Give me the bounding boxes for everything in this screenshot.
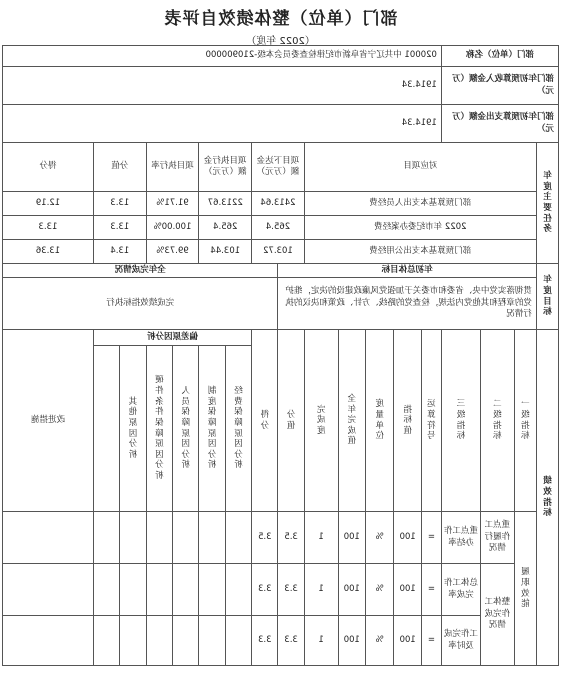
task-item: 部门预算基本支出人员经费 xyxy=(304,192,536,216)
target-value: 100 xyxy=(394,564,421,616)
rate-value: 1 xyxy=(304,616,338,666)
expense-value: 1914.34 xyxy=(3,105,442,143)
task-weight-header: 分值 xyxy=(93,143,146,192)
rate-value: 1 xyxy=(304,512,338,564)
task-weight: 13.4 xyxy=(93,240,146,264)
goal-planned-text: 贯彻落实党中央、省委和市委关于加强党风廉政建设的决定，维护党的章程和其他党内法规，检查党的路线、方针、政策和决议的执行情况 xyxy=(278,278,536,330)
rate-value: 1 xyxy=(304,564,338,616)
task-exec-amount: 265.4 xyxy=(199,216,252,240)
level3-value: 总体工作完成率 xyxy=(441,564,480,616)
expense-row xyxy=(3,105,559,143)
task-score-header: 得分 xyxy=(3,143,94,192)
income-label: 部门年初预算收入金额（万元） xyxy=(441,67,558,105)
income-row xyxy=(3,67,559,105)
indicator-header-row xyxy=(3,330,559,346)
goal-content-row xyxy=(3,278,559,330)
level1-header: 一级指标 xyxy=(514,330,536,512)
level2-header: 二级指标 xyxy=(480,330,514,512)
task-row xyxy=(3,240,559,264)
score-value: 3.3 xyxy=(252,616,278,666)
page-title: 部门（单位）整体绩效自评表 xyxy=(163,9,398,29)
level1-value: 履职效能 xyxy=(514,512,536,666)
operator-value: = xyxy=(421,564,441,616)
task-exec-amount: 2213.67 xyxy=(199,192,252,216)
task-budget: 2413.64 xyxy=(252,192,305,216)
deviation-header: 偏差原因分析 xyxy=(93,330,251,346)
unit-value: % xyxy=(366,616,394,666)
level2-value: 重点工作履行情况 xyxy=(480,512,514,564)
target-header: 指标值 xyxy=(394,330,421,512)
goal-planned-header: 年初总体目标 xyxy=(278,264,536,278)
task-exec-amount-header: 项目执行金额（万元） xyxy=(199,143,252,192)
task-score: 12.19 xyxy=(3,192,94,216)
indicator-row xyxy=(3,616,559,666)
task-score: 13.3 xyxy=(3,216,94,240)
target-value: 100 xyxy=(394,616,421,666)
unit-label: 部门（单位）名称 xyxy=(441,46,558,67)
task-header-row xyxy=(3,143,559,192)
task-exec-rate: 99.73% xyxy=(146,240,199,264)
operator-value: = xyxy=(421,616,441,666)
task-item: 部门预算基本支出公用经费 xyxy=(304,240,536,264)
goal-actual-text: 完成绩效指标执行 xyxy=(3,278,278,330)
goal-actual-header: 全年完成情况 xyxy=(3,264,278,278)
indicator-row xyxy=(3,564,559,616)
unit-value: % xyxy=(366,564,394,616)
evaluation-table xyxy=(2,45,559,666)
task-budget: 265.4 xyxy=(252,216,305,240)
indicator-row xyxy=(3,512,559,564)
weight-value: 3.3 xyxy=(278,616,304,666)
weight-header: 分值 xyxy=(278,330,304,512)
level3-value: 工作完成及时率 xyxy=(441,616,480,666)
reason-empty-header xyxy=(93,346,119,512)
task-exec-rate-header: 项目执行率 xyxy=(146,143,199,192)
level3-header: 三级指标 xyxy=(441,330,480,512)
indicators-section-label: 绩效指标 xyxy=(536,330,558,666)
task-weight: 13.3 xyxy=(93,216,146,240)
expense-label: 部门年初预算支出金额（万元） xyxy=(441,105,558,143)
task-budget: 103.72 xyxy=(252,240,305,264)
actual-value: 100 xyxy=(338,512,365,564)
unit-value: % xyxy=(366,512,394,564)
goals-section-label: 年度目标 xyxy=(536,264,558,330)
reason-hardware-header: 硬件条件保障原因分析 xyxy=(146,346,172,512)
task-row xyxy=(3,216,559,240)
actual-header: 全年完成值 xyxy=(338,330,365,512)
goal-header-row xyxy=(3,264,559,278)
income-value: 1914.34 xyxy=(3,67,442,105)
score-header: 得分 xyxy=(252,330,278,512)
improvement-header: 改进措施 xyxy=(3,330,94,512)
task-row xyxy=(3,192,559,216)
level3-value: 重点工作办结率 xyxy=(441,512,480,564)
tasks-section-label: 年度主要任务 xyxy=(536,143,558,264)
actual-value: 100 xyxy=(338,616,365,666)
task-exec-rate: 100.00% xyxy=(146,216,199,240)
reason-system-header: 制度保障原因分析 xyxy=(199,346,225,512)
task-weight: 13.3 xyxy=(93,192,146,216)
target-value: 100 xyxy=(394,512,421,564)
reason-funds-header: 经费保障原因分析 xyxy=(225,346,251,512)
operator-header: 运算符号 xyxy=(421,330,441,512)
actual-value: 100 xyxy=(338,564,365,616)
task-item: 2022 年市纪委办案经费 xyxy=(304,216,536,240)
page-year: （2022 年度） xyxy=(246,36,315,47)
rate-header: 完成度 xyxy=(304,330,338,512)
unit-row xyxy=(3,46,559,67)
level2-value: 整体工作完成情况 xyxy=(480,564,514,666)
operator-value: = xyxy=(421,512,441,564)
task-item-header: 对应项目 xyxy=(304,143,536,192)
task-exec-amount: 103.44 xyxy=(199,240,252,264)
reason-other-header: 其他原因分析 xyxy=(120,346,146,512)
score-value: 3.3 xyxy=(252,564,278,616)
task-exec-rate: 91.71% xyxy=(146,192,199,216)
unit-header: 度量单位 xyxy=(366,330,394,512)
task-score: 13.36 xyxy=(3,240,94,264)
weight-value: 3.3 xyxy=(278,564,304,616)
reason-staff-header: 人员保障原因分析 xyxy=(173,346,199,512)
score-value: 3.5 xyxy=(252,512,278,564)
unit-value: 020001 中共辽宁省阜新市纪律检查委员会本级-210900000 xyxy=(3,46,442,67)
weight-value: 3.5 xyxy=(278,512,304,564)
task-budget-header: 项目下达金额（万元） xyxy=(252,143,305,192)
